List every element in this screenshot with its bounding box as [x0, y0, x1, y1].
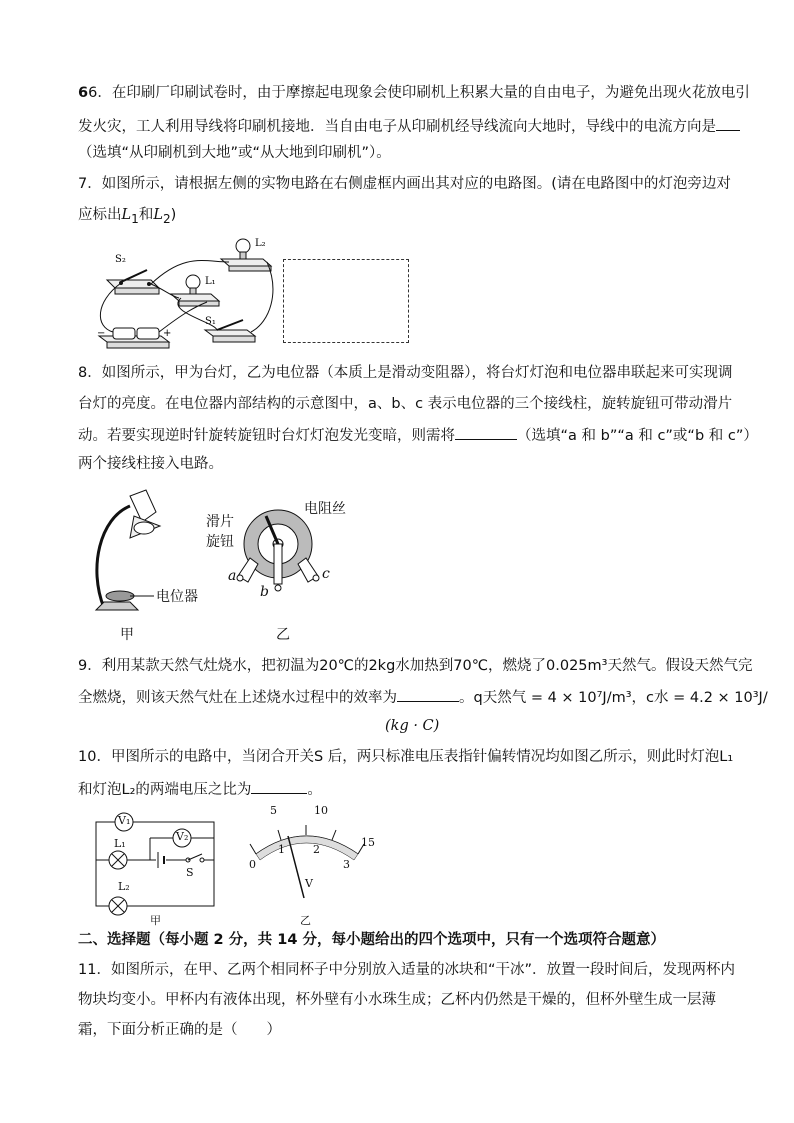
tick-top-15: 15 [361, 836, 375, 849]
knob-label: 旋钮 [206, 534, 234, 550]
q7-text2b: ) [170, 207, 177, 223]
q8-text3a: 动。若要实现逆时针旋转旋钮时台灯灯泡发光变暗，则需将 [78, 428, 455, 444]
voltmeter-dial-figure [236, 800, 386, 912]
q10-text2b: 。 [307, 782, 322, 798]
tick-top-5: 5 [270, 804, 277, 817]
q9-text2b: 。q天然气 = 4 × 10⁷J/m³，c水 = 4.2 × 10³J/ [459, 690, 768, 706]
switch-s-label: S [186, 866, 194, 879]
q9-text2a: 全燃烧，则该天然气灶在上述烧水过程中的效率为 [78, 690, 397, 706]
q8-line3 [78, 424, 758, 446]
l2-fig-label: L₂ [255, 238, 266, 249]
q7-physical-circuit-figure [95, 232, 275, 354]
q7-l1-symbol: L [121, 207, 132, 223]
q10-answer-blank[interactable] [251, 778, 307, 794]
q6-text1: 6．在印刷厂印刷试卷时，由于摩擦起电现象会使印刷机上积累大量的自由电子，为避免出现火花放电引 [88, 85, 750, 101]
q8-line1: 8．如图所示，甲为台灯，乙为电位器（本质上是滑动变阻器），将台灯灯泡和电位器串联起来可实现调 [78, 365, 733, 381]
q6-answer-blank[interactable] [716, 115, 740, 131]
q10-circuit-figure [90, 808, 220, 920]
battery-minus: − [97, 328, 106, 339]
q10-text2a: 和灯泡L₂的两端电压之比为 [78, 782, 252, 798]
q10-line2 [78, 778, 322, 800]
q7-text2a: 应标出 [78, 207, 122, 223]
q7-l2-symbol: L [153, 207, 163, 223]
tick-top-10: 10 [314, 804, 328, 817]
tick-bottom-0: 0 [249, 858, 256, 871]
terminal-a-label: a [228, 568, 237, 584]
q10-l2-label: L₂ [118, 880, 130, 893]
q10-fig-jia: 甲 [150, 914, 161, 927]
switch-s2-board [107, 270, 159, 294]
voltmeter-needle [288, 836, 304, 898]
tick-bottom-2: 2 [313, 843, 320, 856]
q11-line2: 物块均变小。甲杯内有液体出现，杯外壁有小水珠生成；乙杯内仍然是干燥的，但杯外壁生成一层薄 [78, 992, 716, 1008]
q9-line1: 9．利用某款天然气灶烧水，把初温为20℃的2kg水加热到70℃，燃烧了0.025m³天然气。假设天然气完 [78, 658, 753, 674]
q10-l1-label: L₁ [114, 837, 126, 850]
tick-bottom-1: 1 [278, 843, 285, 856]
q6-text2: 发火灾，工人利用导线将印刷机接地．当自由电子从印刷机经导线流向大地时，导线中的电流方向是 [78, 119, 716, 135]
q7-and: 和 [138, 207, 154, 223]
battery-plus: + [163, 328, 172, 339]
q8-text3b: （选填“a 和 b”“a 和 c”或“b 和 c”） [517, 428, 758, 444]
fig-jia-label: 甲 [120, 627, 134, 643]
q7-line2 [78, 205, 176, 229]
v2-label: V₂ [176, 830, 189, 843]
q6-line3: （选填“从印刷机到大地”或“从大地到印刷机”）。 [78, 145, 391, 161]
section2-title: 二、选择题（每小题 2 分，共 14 分，每小题给出的四个选项中，只有一个选项符合题意） [78, 932, 665, 948]
q8-line2: 台灯的亮度。在电位器内部结构的示意图中，a、b、c 表示电位器的三个接线柱，旋转旋钮可带动滑片 [78, 396, 733, 412]
v1-label: V₁ [118, 814, 131, 827]
q8-line4: 两个接线柱接入电路。 [78, 456, 223, 472]
q7-l1-sub: 1 [131, 211, 139, 226]
q8-answer-blank[interactable] [455, 424, 517, 440]
q10-line1: 10．甲图所示的电路中，当闭合开关S 后，两只标准电压表指针偏转情况均如图乙所示，则此时灯泡L₁ [78, 749, 734, 765]
q11-line3: 霜，下面分析正确的是（ ） [78, 1022, 281, 1038]
s1-label: S₁ [205, 316, 216, 327]
terminal-b-label: b [260, 584, 269, 600]
fig-yi-label: 乙 [276, 627, 290, 643]
tick-bottom-3: 3 [343, 858, 350, 871]
q9-line2 [78, 686, 768, 708]
q9-answer-blank[interactable] [397, 686, 459, 702]
q7-l2-sub: 2 [162, 211, 171, 226]
s2-label: S₂ [115, 254, 126, 265]
l1-fig-label: L₁ [205, 276, 216, 287]
q6-line2 [78, 115, 740, 137]
q10-fig-yi: 乙 [300, 914, 311, 927]
potentiometer-label: 电位器 [156, 589, 198, 605]
q9-line3: (kg · C) [385, 718, 440, 734]
q8-desk-lamp-figure [90, 488, 210, 638]
resistance-wire-label: 电阻丝 [304, 501, 346, 517]
terminal-c-label: c [322, 566, 330, 582]
q6-line1: 66．在印刷厂印刷试卷时，由于摩擦起电现象会使印刷机上积累大量的自由电子，为避免出现火花放电引 [78, 85, 750, 101]
dial-unit-v: V [305, 877, 313, 890]
q7-answer-dashed-box[interactable] [283, 259, 409, 343]
q7-line1: 7．如图所示，请根据左侧的实物电路在右侧虚框内画出其对应的电路图。(请在电路图中的灯泡旁边对 [78, 176, 731, 192]
q11-line1: 11．如图所示，在甲、乙两个相同杯子中分别放入适量的冰块和“干冰”．放置一段时间后，发现两杯内 [78, 962, 735, 978]
slider-label: 滑片 [206, 514, 234, 530]
